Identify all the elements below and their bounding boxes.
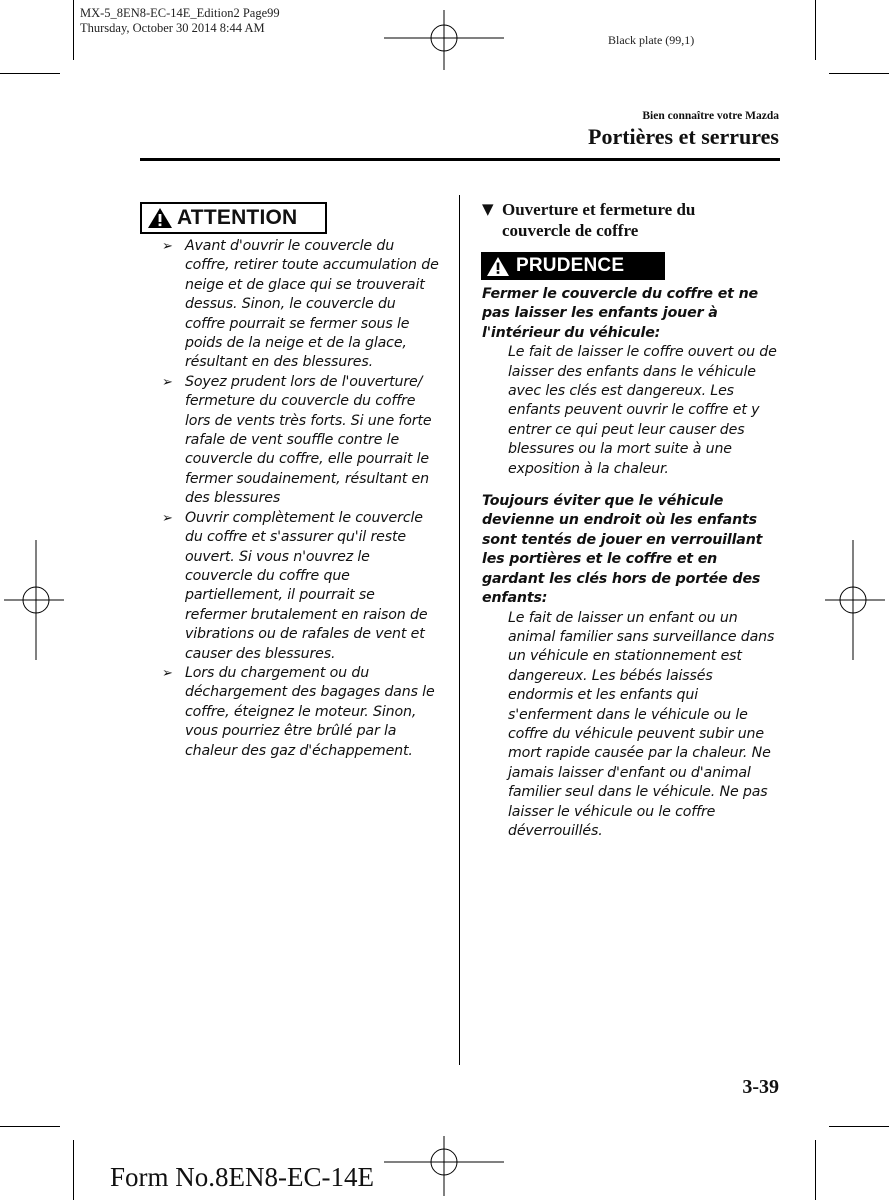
slug-datetime: Thursday, October 30 2014 8:44 AM bbox=[80, 21, 265, 35]
attention-bullet-list bbox=[162, 237, 440, 761]
prudence-heading-2: Toujours éviter que le véhicule devienne un endroit où les enfants sont tentés de jouer en verrouillant les portières et le coffre et en gardant les clés hors de portée des enfants: bbox=[482, 493, 763, 607]
form-number: Form No.8EN8-EC-14E bbox=[110, 1162, 374, 1192]
bullet-text: Soyez prudent lors de l'ouverture/ fermeture du couvercle du coffre lors de vents très forts. Si une forte rafale de vent souffle contre le couvercle du coffre, elle pourrait le fermer soudainement, résultant en des blessures bbox=[185, 373, 432, 507]
warning-triangle-icon bbox=[486, 256, 510, 277]
subsection-heading bbox=[482, 199, 762, 241]
crop-mark-bottom-right-h bbox=[829, 1126, 889, 1127]
crop-mark-top-right-h bbox=[829, 73, 889, 74]
prudence-box bbox=[481, 252, 665, 280]
arrow-bullet-icon: ➢ bbox=[162, 665, 173, 681]
crop-mark-bottom-right-v bbox=[815, 1140, 816, 1200]
warning-triangle-icon bbox=[147, 207, 173, 229]
page-number: 3-39 bbox=[742, 1076, 779, 1098]
header-rule bbox=[140, 158, 780, 161]
arrow-bullet-icon: ➢ bbox=[162, 510, 173, 526]
registration-target-left bbox=[4, 540, 64, 660]
prudence-text-1: Le fait de laisser le coffre ouvert ou de laisser des enfants dans le véhicule avec les clés est dangereux. Les enfants peuvent ouvrir le coffre et y entrer ce qui peut leur causer des blessures ou la mort suite à une exposition à la chaleur. bbox=[508, 344, 777, 477]
prudence-text-2: Le fait de laisser un enfant ou un animal familier sans surveillance dans un véhicule en stationnement est dangereux. Les bébés laissés endormis et les enfants qui s'enferment dans le véhicule ou le coffre du véhicule peuvent subir une mort rapide causée par la chaleur. Ne jamais laisser d'enfant ou d'animal familier seul dans le véhicule. Ne pas laisser le véhicule ou le coffre déverrouillés. bbox=[508, 609, 775, 839]
list-item bbox=[162, 509, 440, 664]
triangle-marker-icon: ▼ bbox=[482, 200, 494, 218]
page-title: Portières et serrures bbox=[588, 124, 779, 149]
crop-mark-top-left-v bbox=[73, 0, 74, 60]
bullet-text: Ouvrir complètement le couvercle du coffre et s'assurer qu'il reste ouvert. Si vous n'ouvrez le couvercle du coffre que partiellement, il pourrait se refermer brutalement en raison de vibrations ou de rafales de vent et causer des blessures. bbox=[185, 509, 428, 662]
registration-target-top bbox=[384, 10, 504, 70]
crop-mark-top-right-v bbox=[815, 0, 816, 60]
print-slug bbox=[80, 6, 280, 36]
section-name: Bien connaître votre Mazda bbox=[642, 110, 779, 122]
crop-mark-bottom-left-h bbox=[0, 1126, 60, 1127]
crop-mark-top-left-h bbox=[0, 73, 60, 74]
bullet-text: Avant d'ouvrir le couvercle du coffre, retirer toute accumulation de neige et de glace qui se trouverait dessus. Sinon, le couvercle du coffre pourrait se fermer sous le poids de la neige et de la glace, résultant en des blessures. bbox=[185, 238, 439, 371]
slug-filename: MX-5_8EN8-EC-14E_Edition2 Page99 bbox=[80, 6, 280, 20]
arrow-bullet-icon: ➢ bbox=[162, 239, 173, 254]
registration-target-right bbox=[825, 540, 885, 660]
prudence-content bbox=[482, 285, 782, 841]
list-item bbox=[162, 664, 440, 761]
prudence-label: PRUDENCE bbox=[516, 255, 625, 276]
list-item bbox=[162, 373, 440, 509]
attention-label: ATTENTION bbox=[177, 206, 298, 229]
subsection-heading-text: Ouverture et fermeture du couvercle de coffre bbox=[502, 200, 696, 240]
attention-box bbox=[140, 202, 327, 234]
list-item bbox=[162, 237, 440, 373]
slug-plate: Black plate (99,1) bbox=[608, 33, 695, 47]
prudence-heading-1: Fermer le couvercle du coffre et ne pas laisser les enfants jouer à l'intérieur du véhicule: bbox=[482, 286, 759, 341]
bullet-text: Lors du chargement ou du déchargement des bagages dans le coffre, éteignez le moteur. Sinon, vous pourriez être brûlé par la chaleur des gaz d'échappement. bbox=[185, 664, 435, 759]
arrow-bullet-icon: ➢ bbox=[162, 374, 173, 390]
registration-target-bottom bbox=[384, 1136, 504, 1196]
crop-mark-bottom-left-v bbox=[73, 1140, 74, 1200]
column-divider bbox=[459, 195, 460, 1065]
